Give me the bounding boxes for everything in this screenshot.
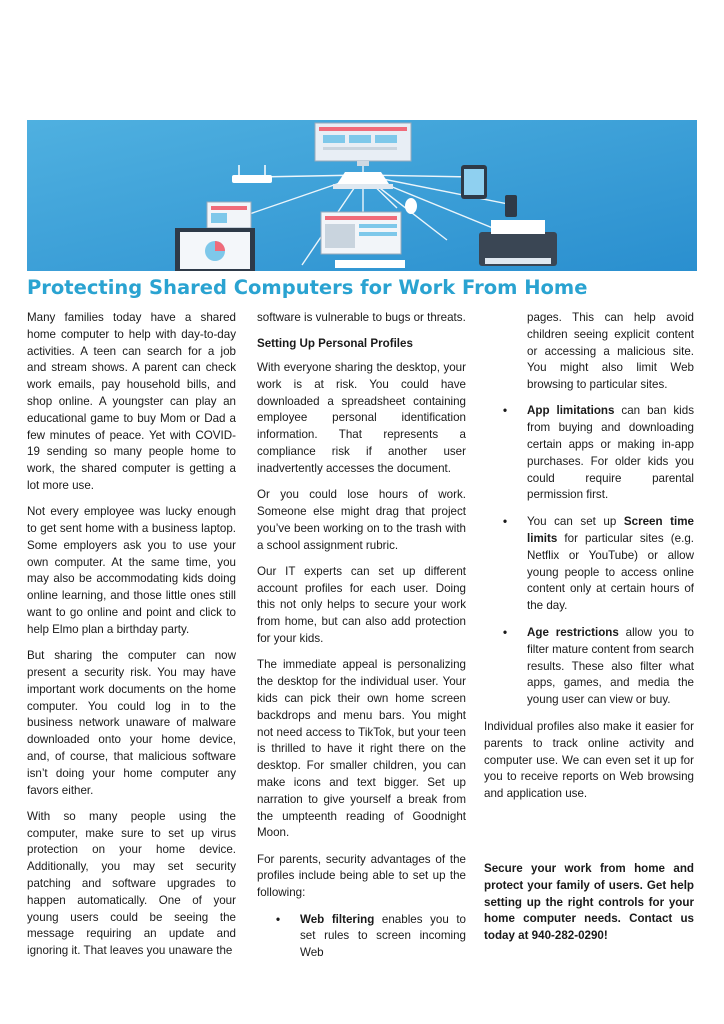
list-item [484, 625, 694, 709]
column-3 [484, 310, 694, 955]
paragraph: With so many people using the computer, make sure to set up virus protection on your home device. Additionally, you may set security patching and software upgrades to happen automatically. One of your young users could be seeing the message requiring an update and ignoring it. That leaves you unaware the [27, 809, 236, 958]
list-item [484, 514, 694, 615]
bullet-text: allow you to filter mature content from search results. These also filter what apps, games, and media the young user can view or buy. [527, 626, 694, 707]
section-heading: Setting Up Personal Profiles [257, 337, 413, 351]
bullet-icon: • [503, 404, 508, 418]
paragraph: But sharing the computer can now present a security risk. You may have important work documents on the home computer. You could log in to the business network unaware of malware downloaded onto your home device, and, of course, that malicious software isn’t doing your home computer any favors either. [27, 649, 236, 797]
column-2 [257, 310, 466, 972]
paragraph: Individual profiles also make it easier for parents to track online activity and computer use. We can even set it up for you to receive reports on Web browsing and application use. [484, 720, 694, 801]
paragraph-continued: software is vulnerable to bugs or threats. [257, 311, 466, 324]
bullet-bold: Web filtering [300, 912, 375, 926]
top-monitor-icon [315, 123, 411, 166]
list-item [484, 403, 694, 504]
paragraph: Not every employee was lucky enough to get sent home with a business laptop. Some employers ask you to use your own computer. At the same time, you may also be accommodating kids doing online learning, and those little ones still want to go online and point and click to help Elmo plan a birthday party. [27, 505, 236, 636]
page-title: Protecting Shared Computers for Work From Home [27, 276, 588, 299]
bullet-icon: • [276, 912, 281, 926]
bullet-icon: • [503, 515, 508, 529]
paragraph: The immediate appeal is personalizing the desktop for the individual user. Your kids can pick their own home screen backdrops and menu bars. You might not need access to TikTok, but your teen is thrilled to have it right there on the desktop. For smaller children, you can make icons and text bigger. Set up narration to give yourself a break from the umpteenth reading of Goodnight Moon. [257, 658, 466, 840]
bullet-bold: App limitations [527, 404, 615, 418]
bullet-text: for particular sites (e.g. Netflix or YouTube) or allow young people to access online content only at certain hours of the day. [527, 532, 694, 613]
paragraph: With everyone sharing the desktop, your work is at risk. You could have downloaded a spreadsheet containing employee personal identification information. That represents a compliance risk if another user inadvertently accesses the document. [257, 361, 466, 475]
column-1 [27, 310, 236, 969]
bullet-text: enables you to set rules to screen incoming Web [300, 912, 467, 960]
paragraph: Many families today have a shared home computer to help with day-to-day activities. A teen can search for a job and stream shows. A parent can check work emails, pay household bills, and shop online. A youngster can play an educational game to buy Mom or Dad a few minutes of peace. Yet with COVID-19 sending so many people home to work, the shared computer is getting a lot more use. [27, 311, 236, 492]
network-devices-illustration [27, 120, 697, 271]
paragraph: Or you could lose hours of work. Someone else might drag that project you’ve been working on to the trash with a school assignment rubric. [257, 488, 466, 552]
bullet-bold: Age restrictions [527, 626, 619, 640]
bullet-continued: pages. This can help avoid children seeing explicit content or accessing a malicious site. You might also limit Web browsing to particular sites. [527, 311, 694, 392]
bullet-bold: Screen time limits [527, 515, 694, 546]
hero-illustration [27, 120, 697, 271]
call-to-action: Secure your work from home and protect your family of users. Get help setting up the right controls for your home computer needs. Contact us today at 940-282-0290! [484, 862, 694, 943]
list-item [257, 912, 466, 962]
bullet-pre: You can set up [527, 515, 624, 529]
bullet-list [257, 912, 466, 962]
bullet-icon: • [503, 626, 508, 640]
bullet-text: can ban kids from buying and downloading certain apps or making in-app purchases. For older kids you could require parental permission first. [527, 404, 694, 502]
paragraph: For parents, security advantages of the profiles include being able to set up the following: [257, 852, 466, 900]
paragraph: Our IT experts can set up different account profiles for each user. Doing this not only helps to secure your work from home, but can also add protection for your kids. [257, 564, 466, 646]
bullet-list [484, 403, 694, 709]
